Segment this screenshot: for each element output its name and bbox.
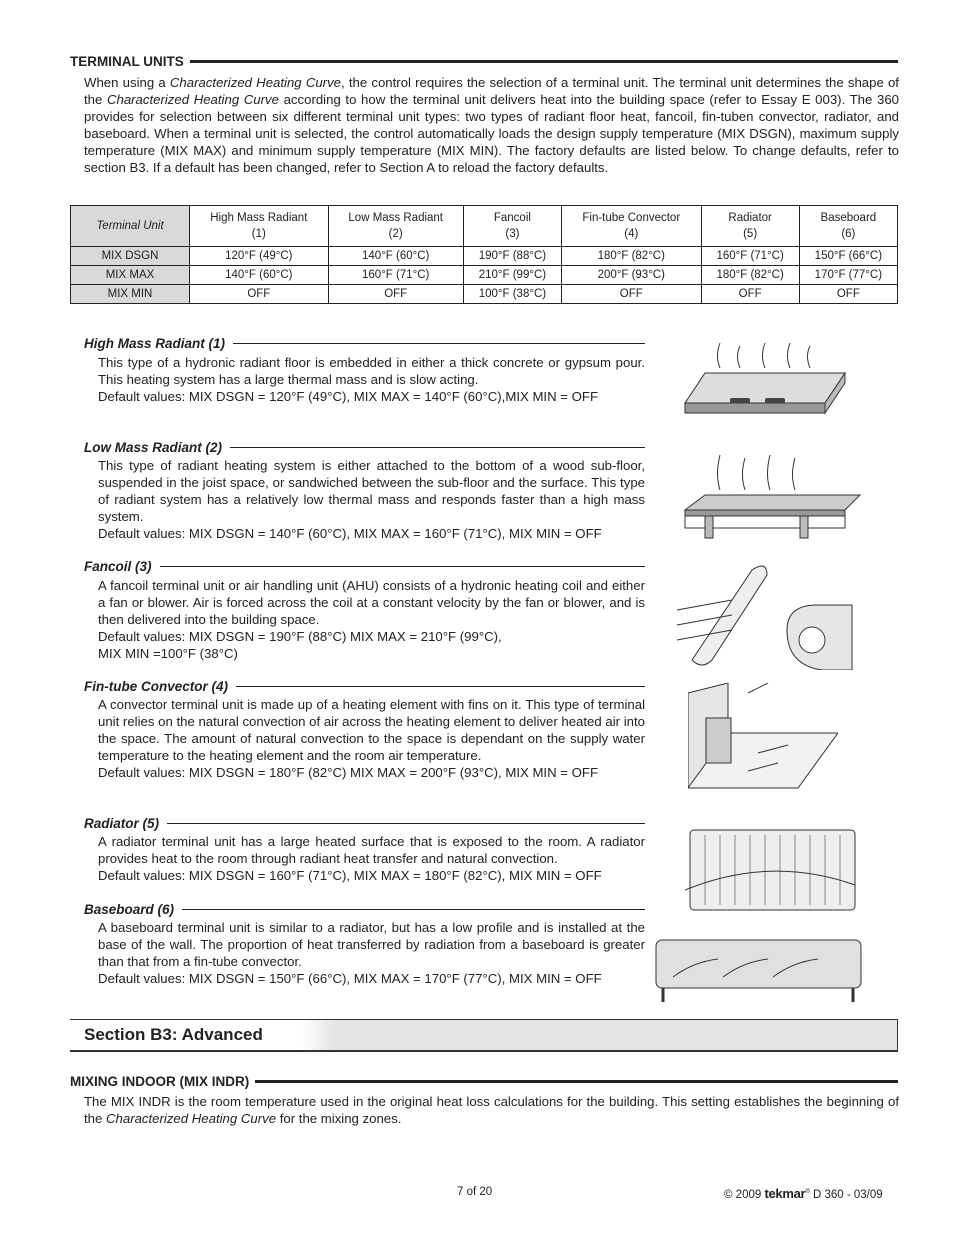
unit-text-baseboard: A baseboard terminal unit is similar to a radiator, but has a low profile and is installed at the base of the wall. The proportion of heat transferred by radiation from a baseboard is greater than that from a fin-tube convector. Default values: MIX DSGN = 150°F (66°C), MIX MAX = 170°F (77°C), MIX MIN = OFF: [98, 920, 645, 986]
column-header: Low Mass Radiant (2): [328, 206, 463, 247]
radiator-illustration: [680, 825, 860, 915]
section-b3-bar: [70, 1019, 898, 1052]
unit-heading-fancoil: Fancoil (3): [84, 559, 645, 574]
unit-heading-high-mass: High Mass Radiant (1): [84, 336, 645, 351]
table-corner: Terminal Unit: [71, 206, 190, 247]
heading-rule: [190, 60, 898, 63]
section-title: Section B3: Advanced: [84, 1025, 263, 1044]
baseboard-illustration: [653, 937, 865, 1005]
unit-text-high-mass: This type of a hydronic radiant floor is embedded in either a thick concrete or gypsum pour. This heating system has a large thermal mass and is slow acting. Default values: MIX DSGN = 120°F (49°C), MIX MAX = 140°F (60°C),MIX MIN = OFF: [98, 355, 645, 404]
unit-heading-baseboard: Baseboard (6): [84, 902, 645, 917]
terminal-units-intro: When using a Characterized Heating Curve, the control requires the selection of a terminal unit. The terminal unit determines the shape of the Characterized Heating Curve according to how the terminal unit delivers heat into the building space (refer to Essay E 003). The 360 provides for selection between six different terminal unit types: two types of radiant floor heat, fancoil, fin-tuben convector, radiator, and baseboard. When a terminal unit is selected, the control automatically loads the design supply temperature (MIX DSGN), maximum supply temperature (MIX MAX) and minimum supply temperature (MIX MIN). The factory defaults are listed below. To change defaults, refer to section B3. If a default has been changed, refer to Section A to reload the factory defaults.: [84, 75, 899, 175]
column-header: Fancoil (3): [463, 206, 561, 247]
unit-text-fin-tube: A convector terminal unit is made up of a heating element with fins on it. This type of terminal unit relies on the natural convection of air across the heating element to deliver heated air into the space. The amount of natural convection to the space is dependant on the supply water temperature to the heating element and the room air temperature. Default values: MIX DSGN = 180°F (82°C) MIX MAX = 200°F (93°C), MIX MIN = OFF: [98, 697, 645, 780]
low-mass-radiant-illustration: [680, 450, 865, 540]
high-mass-radiant-illustration: [675, 338, 865, 423]
table-row: MIX MIN OFF OFF 100°F (38°C) OFF OFF OFF: [71, 285, 898, 304]
mix-indoor-text: The MIX INDR is the room temperature used in the original heat loss calculations for the building. This setting establishes the beginning of the Characterized Heating Curve for the mixing zones.: [84, 1094, 899, 1126]
footer-copyright: © 2009 tekmar® D 360 - 03/09: [724, 1186, 883, 1201]
column-header: Baseboard (6): [799, 206, 897, 247]
unit-text-radiator: A radiator terminal unit has a large heated surface that is exposed to the room. A radiator provides heat to the room through radiant heat transfer and natural convection. Default values: MIX DSGN = 160°F (71°C), MIX MAX = 180°F (82°C), MIX MIN = OFF: [98, 834, 645, 883]
unit-text-fancoil: A fancoil terminal unit or air handling unit (AHU) consists of a hydronic heating coil and either a fan or blower. Air is forced across the coil at a constant velocity by the fan or blower, and is then delivered into the building space. Default values: MIX DSGN = 190°F (88°C) MIX MAX = 210°F (99°C), MIX MIN =100°F (38°C): [98, 578, 645, 661]
unit-text-low-mass: This type of radiant heating system is either attached to the bottom of a wood sub-floor, suspended in the joist space, or sandwiched between the sub-floor and the surface. This type of radiant system has a relatively low thermal mass and responds faster than a high mass system. Default values: MIX DSGN = 140°F (60°C), MIX MAX = 160°F (71°C), MIX MIN = OFF: [98, 458, 645, 541]
unit-heading-fin-tube: Fin-tube Convector (4): [84, 679, 645, 694]
terminal-unit-table: [70, 205, 898, 304]
table-header-row: [71, 206, 898, 247]
fancoil-illustration: [672, 560, 867, 670]
terminal-units-heading: TERMINAL UNITS: [70, 54, 898, 69]
mix-indoor-heading: MIXING INDOOR (MIX INDR): [70, 1074, 898, 1089]
page-number: 7 of 20: [457, 1186, 493, 1198]
column-header: Fin-tube Convector (4): [562, 206, 702, 247]
table-row: MIX DSGN 120°F (49°C) 140°F (60°C) 190°F (88°C) 180°F (82°C) 160°F (71°C) 150°F (66°C): [71, 247, 898, 266]
tekmar-logo: tekmar: [764, 1186, 806, 1201]
table-row: MIX MAX 140°F (60°C) 160°F (71°C) 210°F (99°C) 200°F (93°C) 180°F (82°C) 170°F (77°C): [71, 266, 898, 285]
column-header: Radiator (5): [701, 206, 799, 247]
fin-tube-convector-illustration: [688, 683, 838, 789]
unit-heading-low-mass: Low Mass Radiant (2): [84, 440, 645, 455]
unit-heading-radiator: Radiator (5): [84, 816, 645, 831]
column-header: High Mass Radiant (1): [190, 206, 329, 247]
